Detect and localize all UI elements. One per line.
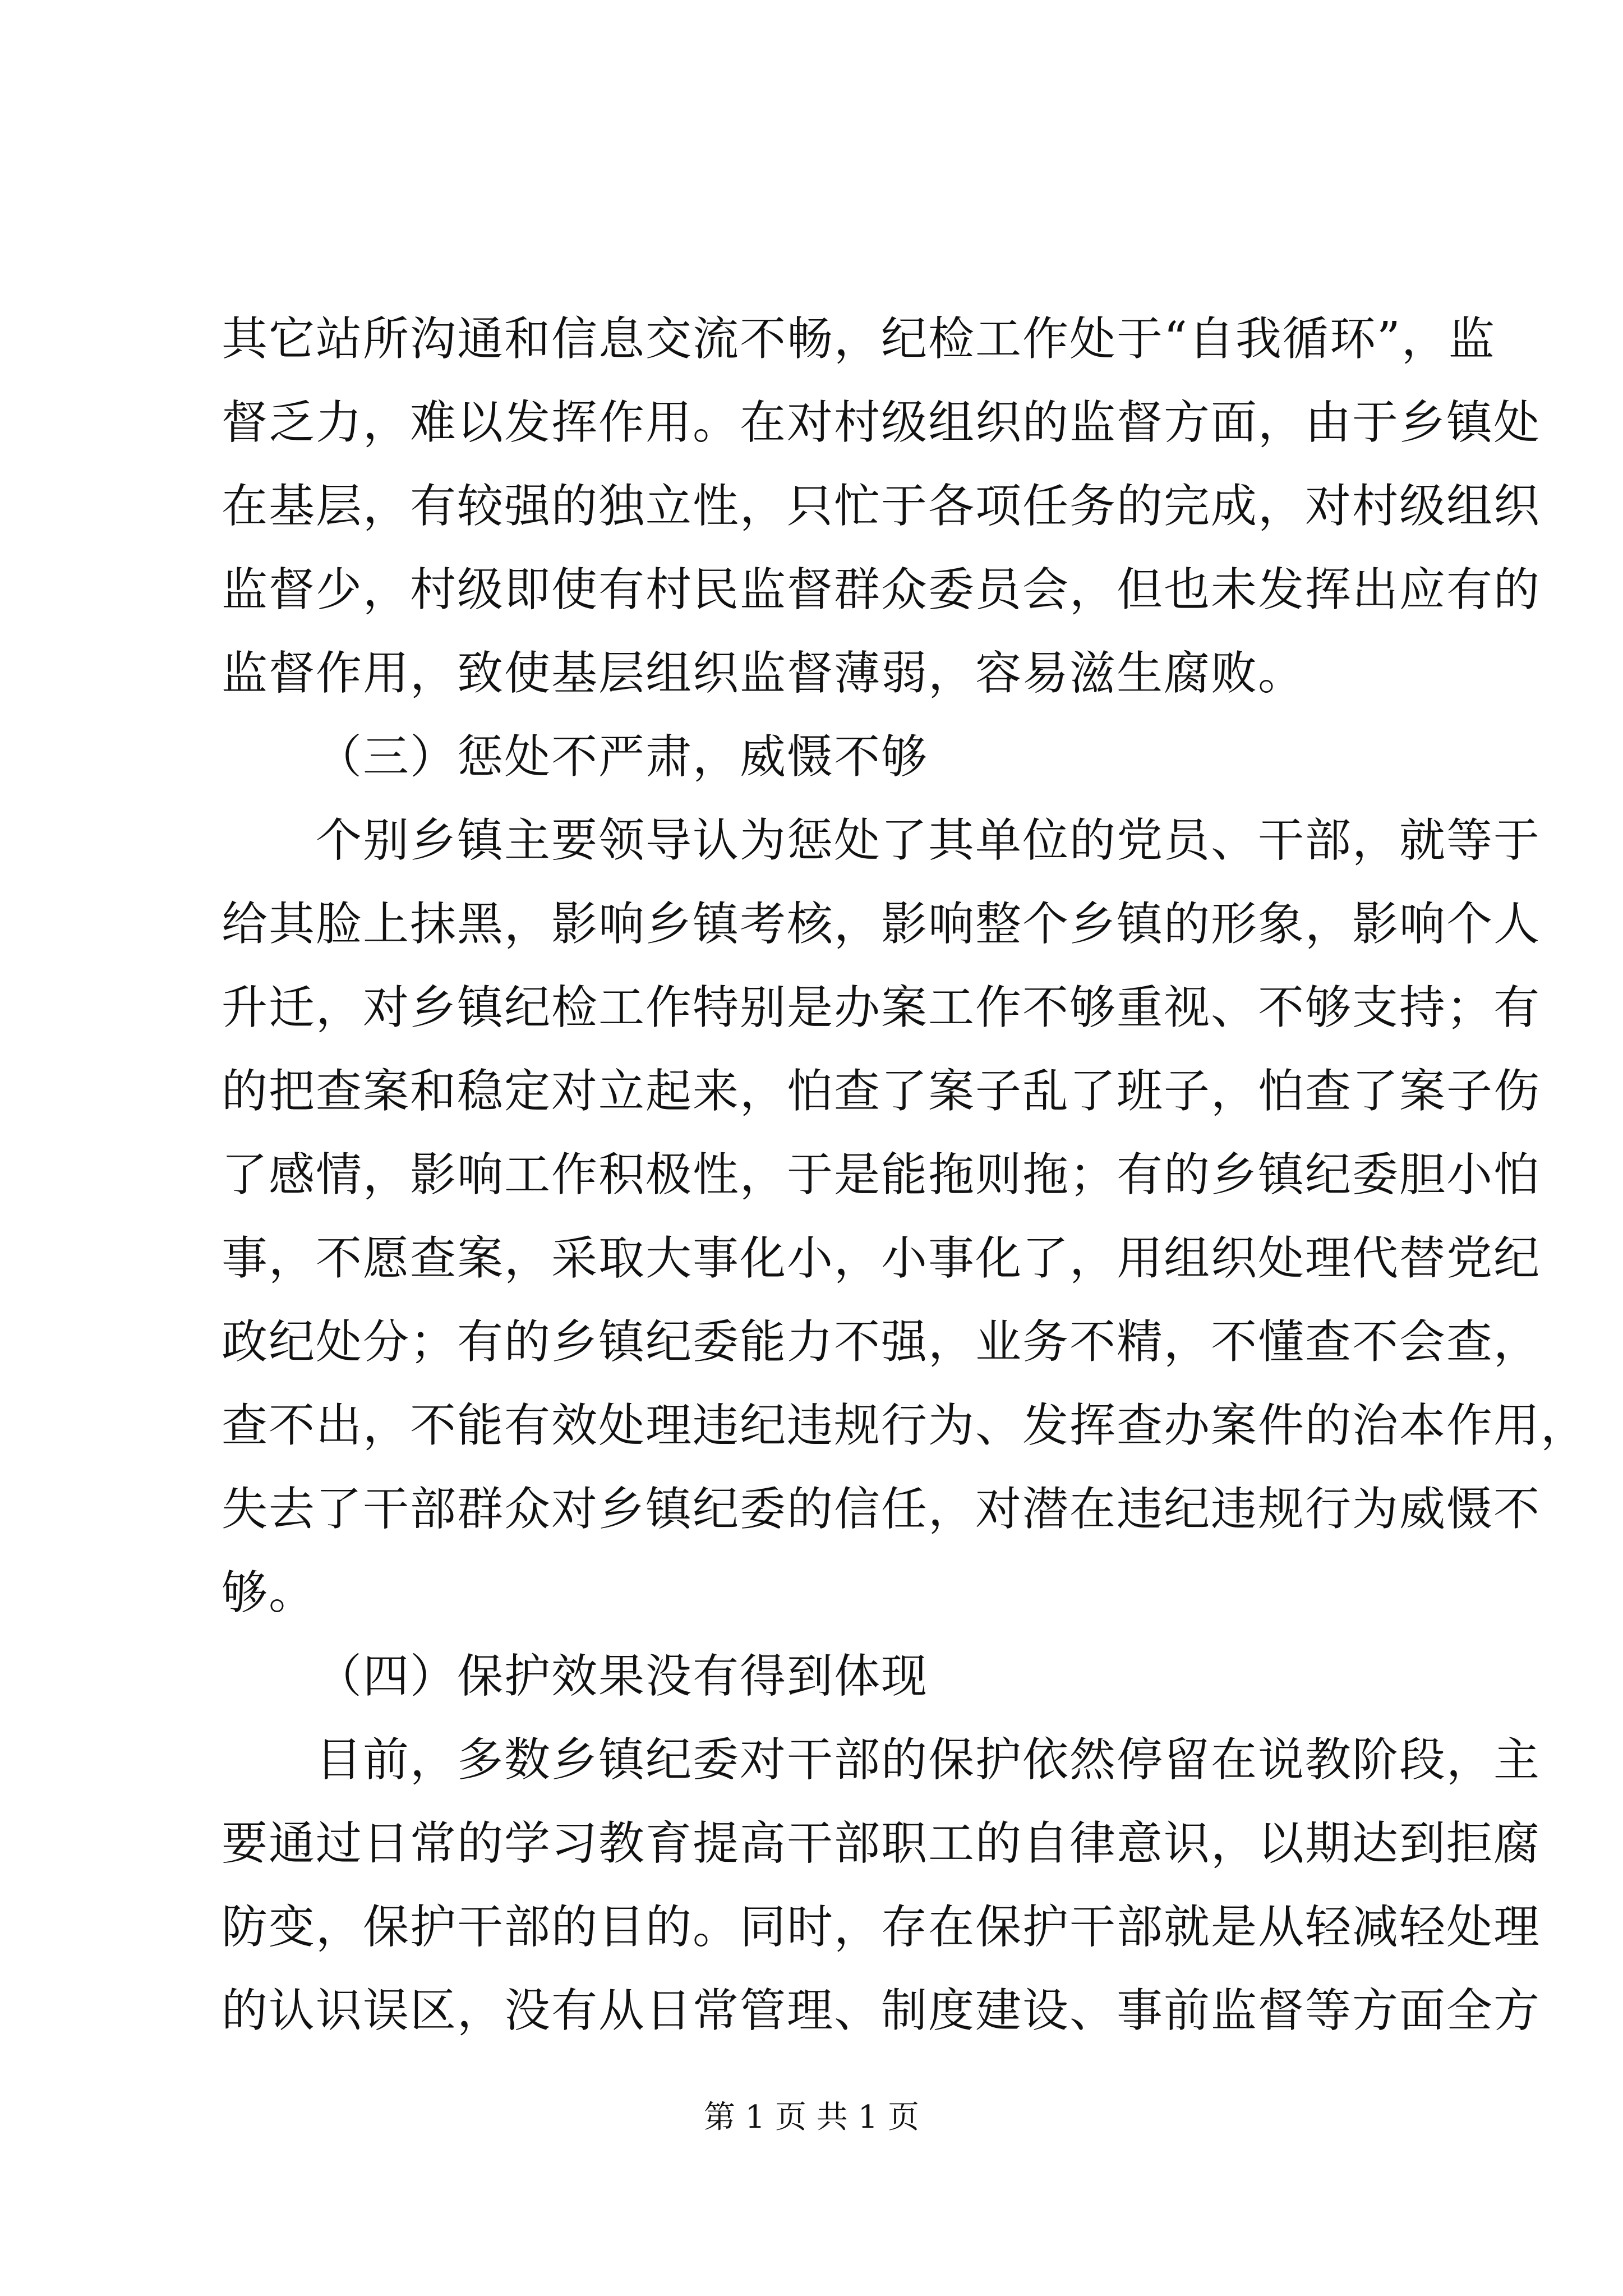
text-line: 的认识误区，没有从日常管理、制度建设、事前监督等方面全方 xyxy=(222,1984,1541,2037)
text-line: 失去了干部群众对乡镇纪委的信任，对潜在违纪违规行为威慑不 xyxy=(222,1483,1541,1536)
text-line: 的把查案和稳定对立起来，怕查了案子乱了班子，怕查了案子伤 xyxy=(222,1065,1541,1118)
text-line: 监督少，村级即使有村民监督群众委员会，但也未发挥出应有的 xyxy=(222,563,1541,616)
page-footer: 第 1 页 共 1 页 xyxy=(703,2099,920,2136)
text-line: 够。 xyxy=(222,1566,316,1619)
text-line: 监督作用，致使基层组织监督薄弱，容易滋生腐败。 xyxy=(222,647,1306,700)
text-line: 事，不愿查案，采取大事化小，小事化了，用组织处理代替党纪 xyxy=(222,1232,1541,1285)
text-line: 督乏力，难以发挥作用。在对村级组织的监督方面，由于乡镇处 xyxy=(222,396,1541,449)
text-line: 目前，多数乡镇纪委对干部的保护依然停留在说教阶段，主 xyxy=(316,1733,1541,1787)
text-line: 在基层，有较强的独立性，只忙于各项任务的完成，对村级组织 xyxy=(222,480,1541,533)
text-line: 给其脸上抹黑，影响乡镇考核，影响整个乡镇的形象，影响个人 xyxy=(222,898,1541,951)
document-body xyxy=(222,297,1588,2053)
text-line: 政纪处分；有的乡镇纪委能力不强，业务不精，不懂查不会查， xyxy=(222,1315,1541,1369)
text-line: 了感情，影响工作积极性，于是能拖则拖；有的乡镇纪委胆小怕 xyxy=(222,1148,1541,1202)
text-line: 防变，保护干部的目的。同时，存在保护干部就是从轻减轻处理 xyxy=(222,1901,1541,1954)
section-heading-4: （四）保护效果没有得到体现 xyxy=(316,1650,929,1703)
text-line: 查不出，不能有效处理违纪违规行为、发挥查办案件的治本作用， xyxy=(222,1399,1588,1452)
text-line: 其它站所沟通和信息交流不畅，纪检工作处于“自我循环”，监 xyxy=(222,312,1496,366)
text-line: 个别乡镇主要领导认为惩处了其单位的党员、干部，就等于 xyxy=(316,814,1541,867)
text-line: 升迁，对乡镇纪检工作特别是办案工作不够重视、不够支持；有 xyxy=(222,981,1541,1034)
text-line: 要通过日常的学习教育提高干部职工的自律意识，以期达到拒腐 xyxy=(222,1817,1541,1870)
section-heading-3: （三）惩处不严肃，威慑不够 xyxy=(316,730,929,784)
